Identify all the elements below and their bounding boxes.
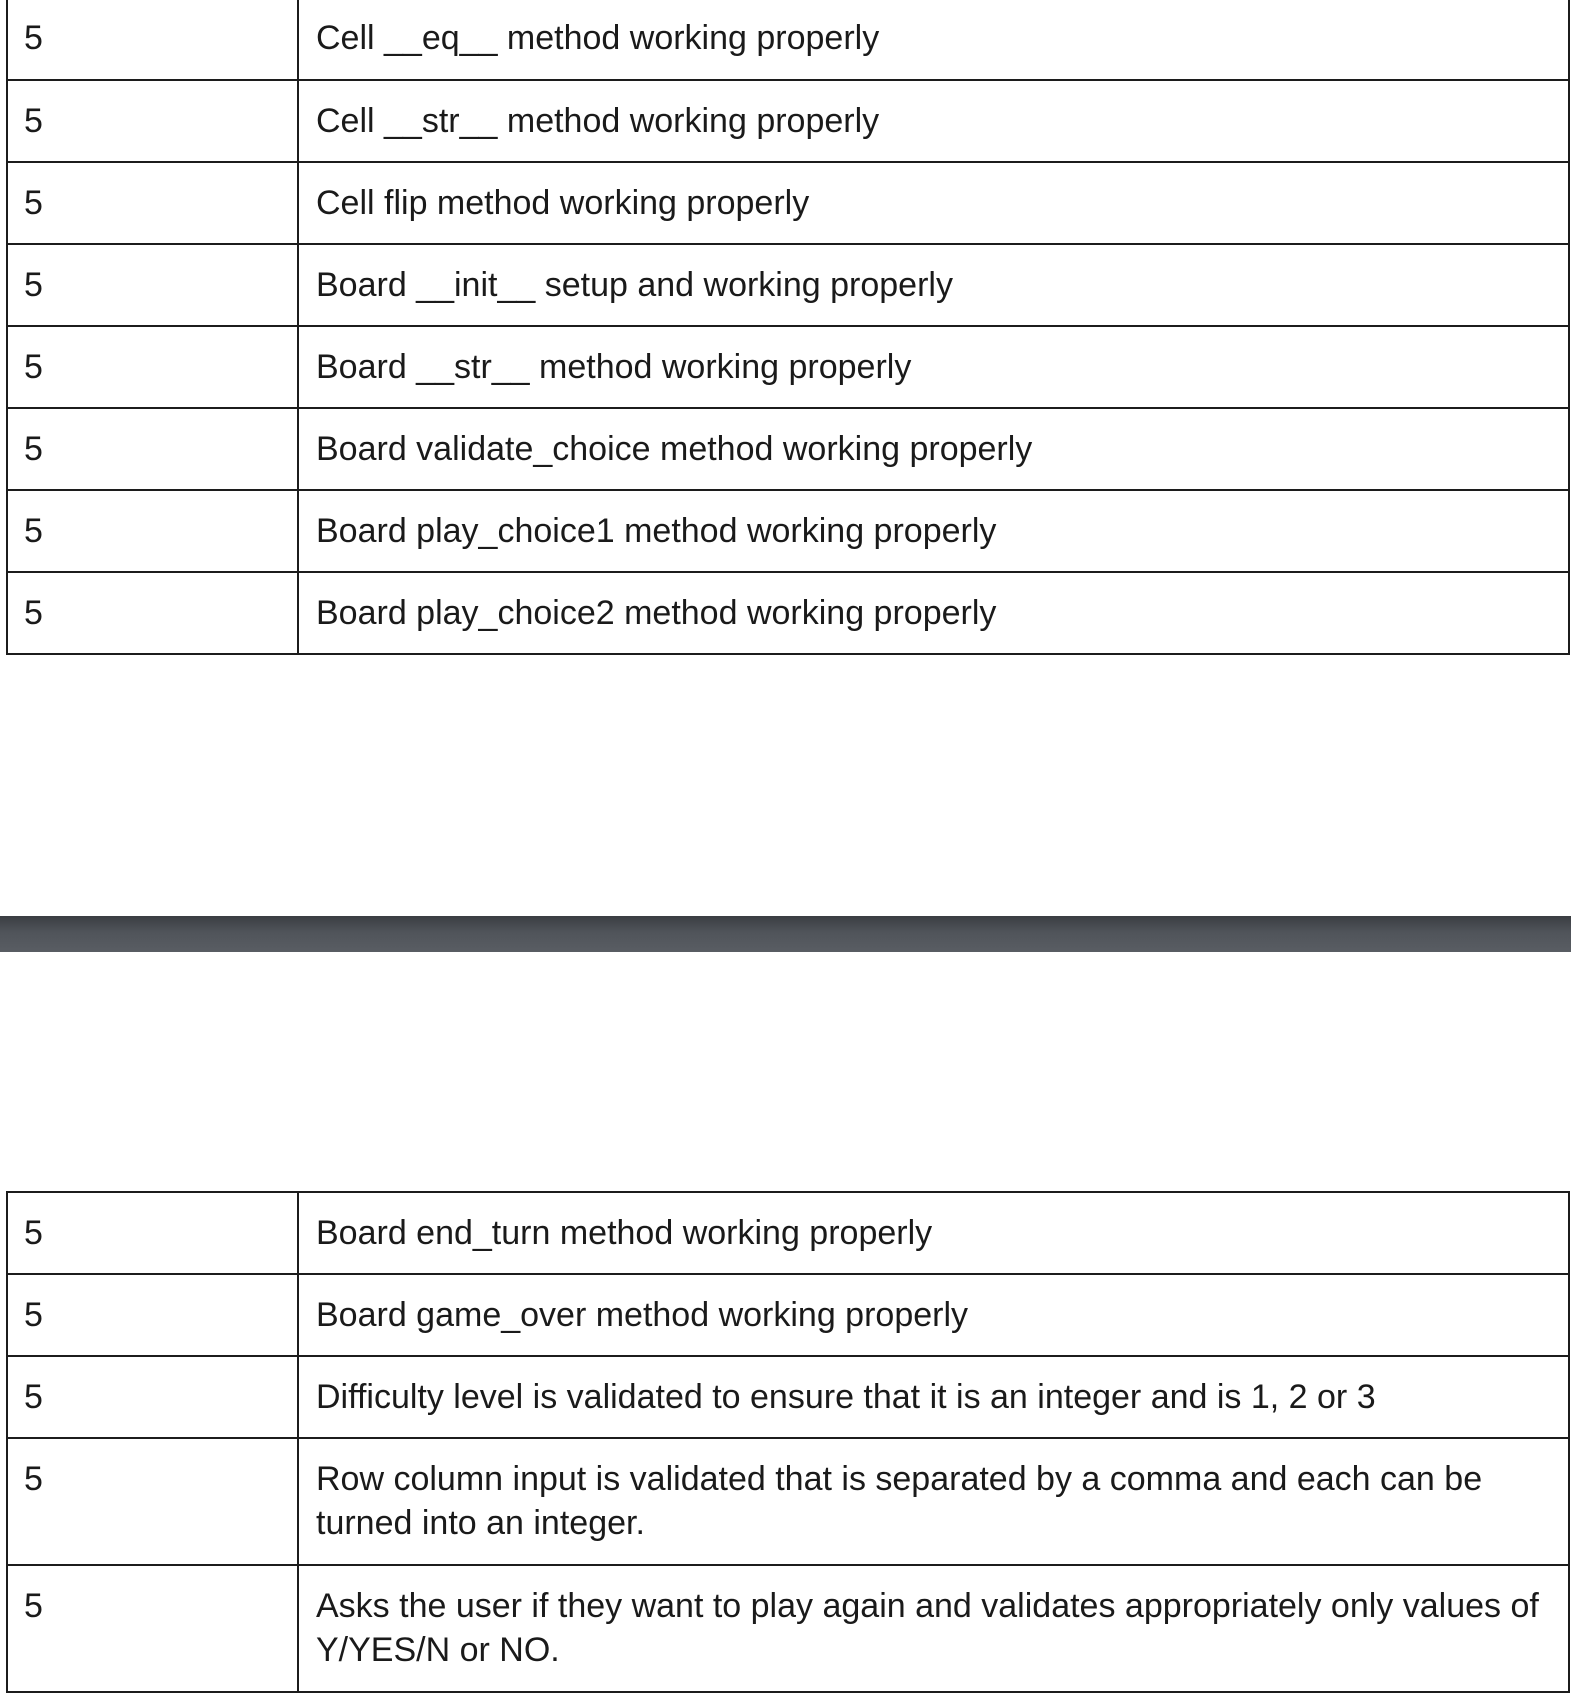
points-cell: 5 (7, 162, 298, 244)
criterion-cell: Row column input is validated that is separated by a comma and each can be turned into an integer. (298, 1438, 1569, 1565)
points-cell: 5 (7, 408, 298, 490)
criterion-cell: Board play_choice1 method working properly (298, 490, 1569, 572)
points-cell: 5 (7, 572, 298, 654)
criterion-cell: Board game_over method working properly (298, 1274, 1569, 1356)
criterion-cell: Board play_choice2 method working properly (298, 572, 1569, 654)
criterion-cell: Asks the user if they want to play again and validates appropriately only values of Y/YES/N or NO. (298, 1565, 1569, 1692)
criterion-cell: Cell __str__ method working properly (298, 80, 1569, 162)
points-cell: 5 (7, 1565, 298, 1692)
table-row (7, 490, 1569, 572)
table-row (7, 1192, 1569, 1274)
points-cell: 5 (7, 1438, 298, 1565)
table-row (7, 1274, 1569, 1356)
points-cell: 5 (7, 326, 298, 408)
criterion-cell: Cell __eq__ method working properly (298, 0, 1569, 80)
page-break-divider (0, 916, 1571, 952)
table-row (7, 1356, 1569, 1438)
points-cell: 5 (7, 1192, 298, 1274)
criterion-cell: Board __init__ setup and working properly (298, 244, 1569, 326)
table-row (7, 1438, 1569, 1565)
table-row (7, 1565, 1569, 1692)
points-cell: 5 (7, 1274, 298, 1356)
table-row (7, 0, 1569, 80)
points-cell: 5 (7, 80, 298, 162)
rubric-table-top (6, 0, 1570, 655)
criterion-cell: Difficulty level is validated to ensure that it is an integer and is 1, 2 or 3 (298, 1356, 1569, 1438)
table-row (7, 572, 1569, 654)
points-cell: 5 (7, 0, 298, 80)
criterion-cell: Board __str__ method working properly (298, 326, 1569, 408)
table-row (7, 408, 1569, 490)
criterion-cell: Board validate_choice method working properly (298, 408, 1569, 490)
table-row (7, 80, 1569, 162)
rubric-table-bottom (6, 1191, 1570, 1693)
points-cell: 5 (7, 1356, 298, 1438)
table-row (7, 326, 1569, 408)
table-row (7, 244, 1569, 326)
points-cell: 5 (7, 244, 298, 326)
criterion-cell: Cell flip method working properly (298, 162, 1569, 244)
table-row (7, 162, 1569, 244)
points-cell: 5 (7, 490, 298, 572)
criterion-cell: Board end_turn method working properly (298, 1192, 1569, 1274)
